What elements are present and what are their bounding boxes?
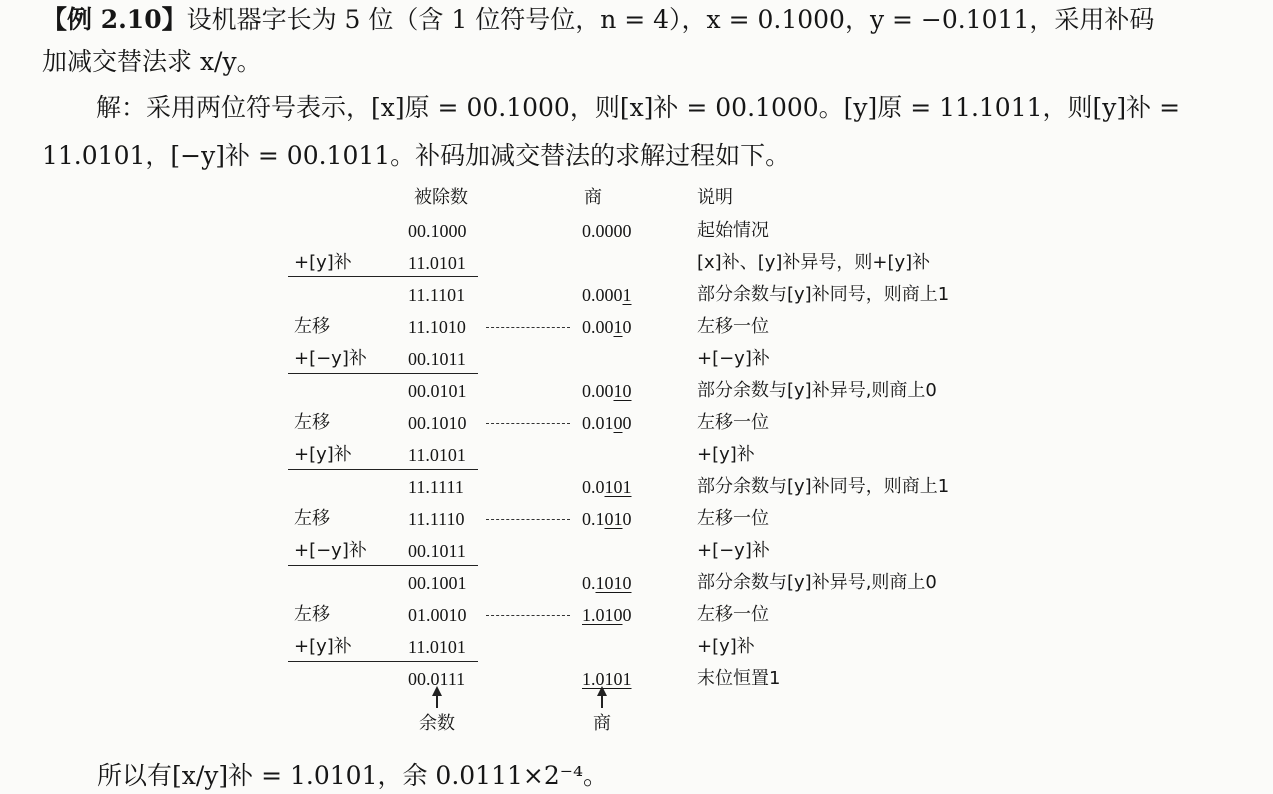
step-rule-3 xyxy=(288,469,478,470)
row-dividend: 00.1001 xyxy=(408,573,467,593)
row-note: 部分余数与[y]补同号，则商上1 xyxy=(697,476,950,497)
step-rule-1 xyxy=(288,276,478,277)
row-dividend: 11.1010 xyxy=(408,317,466,337)
row-dividend: 00.0101 xyxy=(408,381,467,401)
row-note: +[y]补 xyxy=(697,636,755,657)
row-dividend: 00.0111 xyxy=(408,669,466,689)
row-quotient: 0.0010 xyxy=(582,317,632,337)
conclusion-line xyxy=(97,758,1233,794)
solution-line2-text: 11.0101，[−y]补 = 00.1011。补码加减交替法的求解过程如下。 xyxy=(42,141,791,170)
row-dividend: 11.0101 xyxy=(408,253,466,273)
shift-connector-1 xyxy=(486,327,570,328)
row-operation: +[y]补 xyxy=(294,444,352,465)
row-note: 左移一位 xyxy=(697,604,769,625)
row-dividend: 00.1010 xyxy=(408,413,467,433)
row-note: +[y]补 xyxy=(697,444,755,465)
solution-line-1 xyxy=(96,90,1233,126)
row-operation: 左移 xyxy=(294,604,330,625)
shift-connector-3 xyxy=(486,519,570,520)
row-quotient: 0.0010 xyxy=(582,381,632,401)
example-line1-text: 设机器字长为 5 位（含 1 位符号位，n = 4），x = 0.1000，y = −0.1011，采用补码 xyxy=(186,5,1155,34)
row-dividend: 11.0101 xyxy=(408,445,466,465)
row-note: 末位恒置1 xyxy=(697,668,781,689)
row-operation: 左移 xyxy=(294,412,330,433)
solution-line-2 xyxy=(42,138,1233,174)
row-note: 左移一位 xyxy=(697,508,769,529)
row-quotient: 0.0101 xyxy=(582,477,632,497)
row-note: 左移一位 xyxy=(697,316,769,337)
row-note: 部分余数与[y]补异号,则商上0 xyxy=(697,380,937,401)
row-quotient: 0.1010 xyxy=(582,573,632,593)
row-note: [x]补、[y]补异号，则+[y]补 xyxy=(697,252,931,273)
row-operation: +[y]补 xyxy=(294,636,352,657)
row-dividend: 00.1000 xyxy=(408,221,467,241)
row-dividend: 11.1101 xyxy=(408,285,466,305)
row-operation: 左移 xyxy=(294,508,330,529)
row-note: 部分余数与[y]补异号,则商上0 xyxy=(697,572,937,593)
row-quotient: 0.0000 xyxy=(582,221,632,241)
row-note: +[−y]补 xyxy=(697,540,770,561)
row-note: 部分余数与[y]补同号，则商上1 xyxy=(697,284,950,305)
conclusion-text: 所以有[x/y]补 = 1.0101，余 0.0111×2⁻⁴。 xyxy=(97,761,608,790)
note-header: 说明 xyxy=(697,187,733,208)
solution-line1-text: 解：采用两位符号表示，[x]原 = 00.1000，则[x]补 = 00.1000。[y]原 = 11.1011，则[y]补 = xyxy=(96,93,1181,122)
step-rule-5 xyxy=(288,661,478,662)
row-dividend: 11.1111 xyxy=(408,477,464,497)
example-statement-line-1 xyxy=(42,2,1233,38)
shift-connector-4 xyxy=(486,615,570,616)
row-dividend: 11.0101 xyxy=(408,637,466,657)
example-statement-line-2 xyxy=(42,44,1233,80)
row-note: 左移一位 xyxy=(697,412,769,433)
row-operation: +[−y]补 xyxy=(294,540,367,561)
shift-connector-2 xyxy=(486,423,570,424)
quotient-header: 商 xyxy=(584,187,602,208)
row-quotient: 0.0001 xyxy=(582,285,632,305)
step-rule-2 xyxy=(288,373,478,374)
row-operation: 左移 xyxy=(294,316,330,337)
step-rule-4 xyxy=(288,565,478,566)
remainder-label: 余数 xyxy=(419,713,455,734)
row-dividend: 00.1011 xyxy=(408,541,466,561)
row-note: 起始情况 xyxy=(697,220,769,241)
row-dividend: 11.1110 xyxy=(408,509,465,529)
row-quotient: 1.0100 xyxy=(582,605,632,625)
row-dividend: 00.1011 xyxy=(408,349,466,369)
row-quotient: 0.1010 xyxy=(582,509,632,529)
row-operation: +[−y]补 xyxy=(294,348,367,369)
example-title-tag: 【例 2.10】 xyxy=(42,5,187,34)
example-line2-text: 加减交替法求 x/y。 xyxy=(42,47,262,76)
row-dividend: 01.0010 xyxy=(408,605,467,625)
row-quotient: 0.0100 xyxy=(582,413,632,433)
quotient-label: 商 xyxy=(593,713,611,734)
row-operation: +[y]补 xyxy=(294,252,352,273)
dividend-header: 被除数 xyxy=(414,187,468,208)
row-quotient: 1.0101 xyxy=(582,669,632,689)
row-note: +[−y]补 xyxy=(697,348,770,369)
